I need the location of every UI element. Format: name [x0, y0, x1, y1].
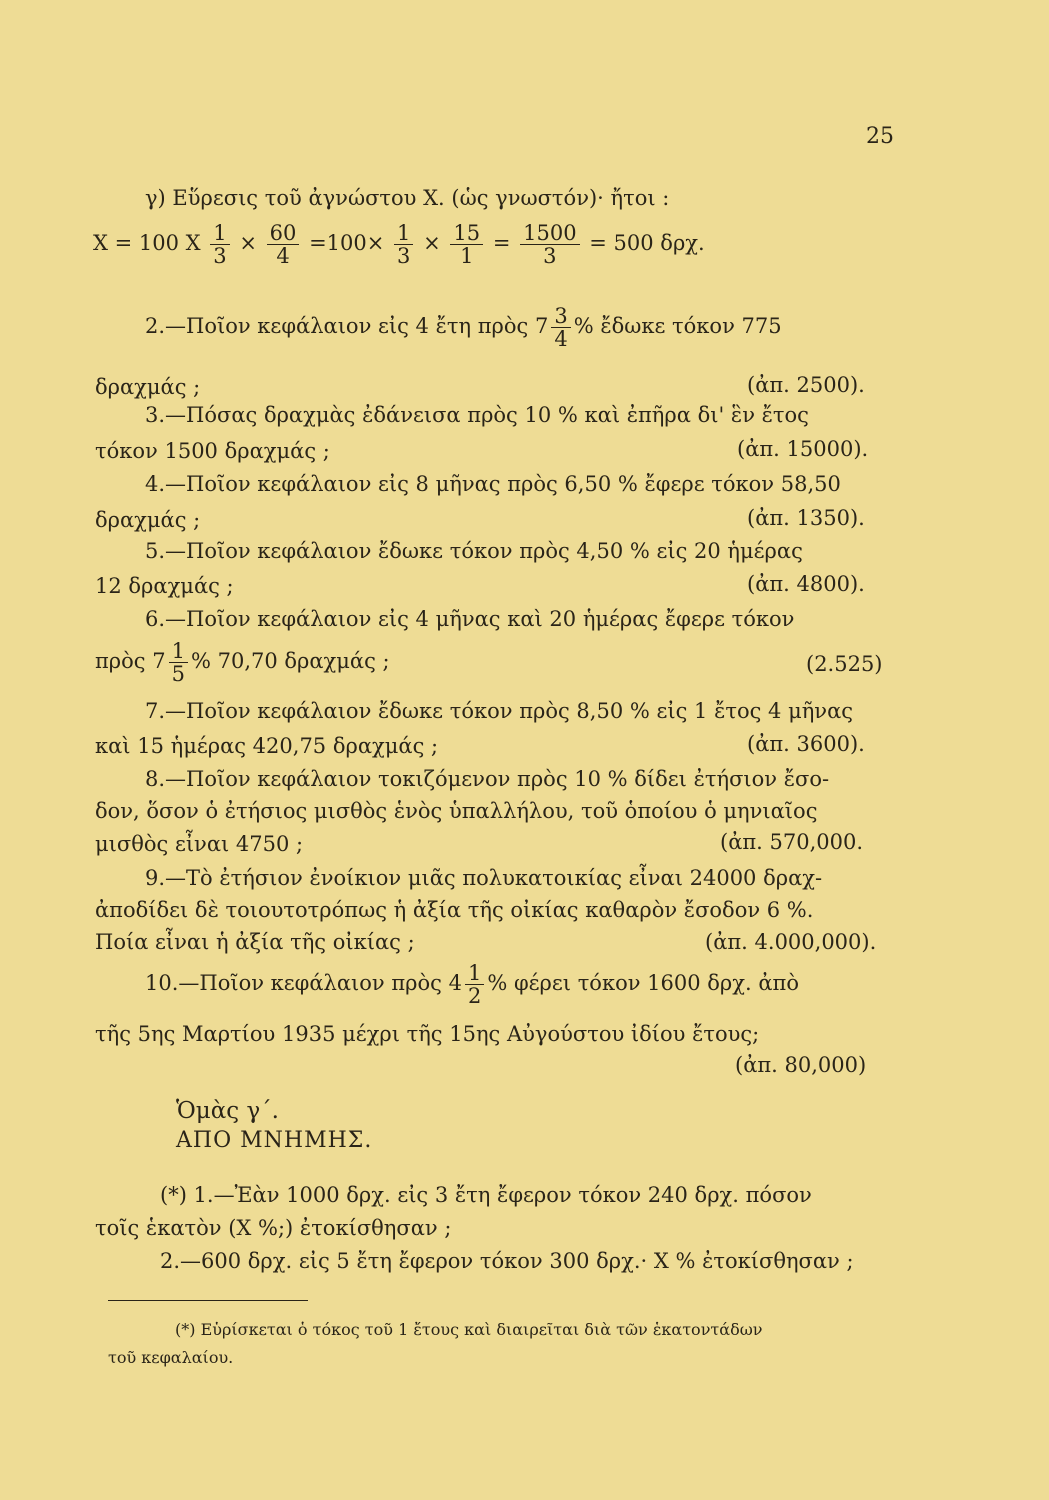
group-subtitle: ΑΠΟ ΜΝΗΜΗΣ. — [176, 1128, 373, 1153]
formula-lhs: Χ = 100 Χ — [93, 231, 201, 256]
problem-9-answer: (ἀπ. 4.000,000). — [705, 930, 877, 954]
problem-5-line-2: 12 δραχμάς ; — [95, 574, 234, 598]
formula-mid: =100× — [309, 231, 385, 256]
formula-fraction-3: $\frac{1}{3}$ — [394, 222, 413, 267]
problem-2-answer: (ἀπ. 2500). — [747, 373, 865, 397]
problem-3-line-1: 3.—Πόσας δραχμὰς ἐδάνεισα πρὸς 10 % καὶ ἐπῆρα δι' ἓν ἔτος — [145, 403, 809, 427]
problem-2-fraction: $\frac{3}{4}$ — [551, 305, 570, 350]
problem-4-answer: (ἀπ. 1350). — [747, 506, 865, 530]
problem-5-line-1: 5.—Ποῖον κεφάλαιον ἔδωκε τόκον πρὸς 4,50 % εἰς 20 ἡμέρας — [145, 539, 803, 563]
formula-fraction-2: $\frac{60}{4}$ — [267, 222, 300, 267]
problem-6-line-1: 6.—Ποῖον κεφάλαιον εἰς 4 μῆνας καὶ 20 ἡμέρας ἔφερε τόκον — [145, 607, 795, 631]
problem-5-answer: (ἀπ. 4800). — [747, 572, 865, 596]
footnote-line-1: (*) Εὑρίσκεται ὁ τόκος τοῦ 1 ἔτους καὶ διαιρεῖται διὰ τῶν ἑκατοντάδων — [175, 1320, 763, 1339]
formula-fraction-1: $\frac{1}{3}$ — [210, 222, 229, 267]
problem-7-answer: (ἀπ. 3600). — [747, 732, 865, 756]
problem-8-line-1: 8.—Ποῖον κεφάλαιον τοκιζόμενον πρὸς 10 % δίδει ἐτήσιον ἔσο- — [145, 767, 830, 791]
group-title: Ὁμὰς γ΄. — [176, 1098, 279, 1124]
problem-10-fraction: $\frac{1}{2}$ — [465, 962, 484, 1007]
problem-10-line-1: 10.—Ποῖον κεφάλαιον πρὸς 4 $\frac{1}{2}$ % φέρει τόκον 1600 δρχ. ἀπὸ — [145, 961, 799, 1009]
problem-6-fraction: $\frac{1}{5}$ — [169, 640, 188, 685]
problem-3-line-2: τόκον 1500 δραχμάς ; — [95, 439, 330, 463]
formula-operator: × — [239, 231, 257, 256]
problem-8-answer: (ἀπ. 570,000. — [720, 830, 864, 854]
section-g-heading: γ) Εὕρεσις τοῦ ἀγνώστου Χ. (ὡς γνωστόν)· ἤτοι : — [145, 186, 670, 210]
formula-result: = 500 δρχ. — [589, 231, 705, 256]
footnote-line-2: τοῦ κεφαλαίου. — [108, 1348, 234, 1367]
problem-2-line-1: 2.—Ποῖον κεφάλαιον εἰς 4 ἔτη πρὸς 7 $\frac{3}{4}$ % ἔδωκε τόκον 775 — [145, 304, 782, 352]
problem-4-line-1: 4.—Ποῖον κεφάλαιον εἰς 8 μῆνας πρὸς 6,50 % ἔφερε τόκον 58,50 — [145, 472, 841, 496]
problem-6-answer: (2.525) — [806, 652, 883, 676]
memory-problem-2-line-1: 2.—600 δρχ. εἰς 5 ἔτη ἔφερον τόκον 300 δρχ.· Χ % ἐτοκίσθησαν ; — [160, 1249, 854, 1273]
problem-7-line-2: καὶ 15 ἡμέρας 420,75 δραχμάς ; — [95, 734, 439, 758]
footnote-divider — [108, 1300, 308, 1301]
page-number: 25 — [866, 124, 894, 149]
problem-9-line-3: Ποία εἶναι ἡ ἀξία τῆς οἰκίας ; — [95, 930, 415, 954]
problem-9-line-1: 9.—Τὸ ἐτήσιον ἐνοίκιον μιᾶς πολυκατοικίας εἶναι 24000 δραχ- — [145, 866, 823, 890]
formula-fraction-5: $\frac{1500}{3}$ — [520, 222, 579, 267]
problem-8-line-2: δον, ὅσον ὁ ἐτήσιος μισθὸς ἑνὸς ὑπαλλήλου, τοῦ ὁποίου ὁ μηνιαῖος — [95, 799, 818, 823]
problem-2-line-2: δραχμάς ; — [95, 375, 201, 399]
problem-4-line-2: δραχμάς ; — [95, 508, 201, 532]
problem-8-line-3: μισθὸς εἶναι 4750 ; — [95, 832, 304, 856]
formula-fraction-4: $\frac{15}{1}$ — [450, 222, 483, 267]
problem-6-line-2: πρὸς 7 $\frac{1}{5}$ % 70,70 δραχμάς ; — [95, 639, 390, 687]
memory-problem-1-line-1: (*) 1.—Ἐὰν 1000 δρχ. εἰς 3 ἔτη ἔφερον τόκον 240 δρχ. πόσον — [160, 1183, 812, 1207]
memory-problem-1-line-2: τοῖς ἑκατὸν (Χ %;) ἐτοκίσθησαν ; — [95, 1216, 452, 1240]
formula-equals: = — [492, 231, 511, 256]
problem-3-answer: (ἀπ. 15000). — [737, 437, 869, 461]
problem-7-line-1: 7.—Ποῖον κεφάλαιον ἔδωκε τόκον πρὸς 8,50 % εἰς 1 ἔτος 4 μῆνας — [145, 699, 854, 723]
problem-10-answer: (ἀπ. 80,000) — [735, 1053, 867, 1077]
formula-line — [93, 222, 705, 267]
problem-10-line-2: τῆς 5ης Μαρτίου 1935 μέχρι τῆς 15ης Αὐγούστου ἰδίου ἔτους; — [95, 1022, 760, 1046]
formula-operator: × — [423, 231, 441, 256]
problem-9-line-2: ἀποδίδει δὲ τοιουτοτρόπως ἡ ἀξία τῆς οἰκίας καθαρὸν ἔσοδον 6 %. — [95, 898, 814, 922]
